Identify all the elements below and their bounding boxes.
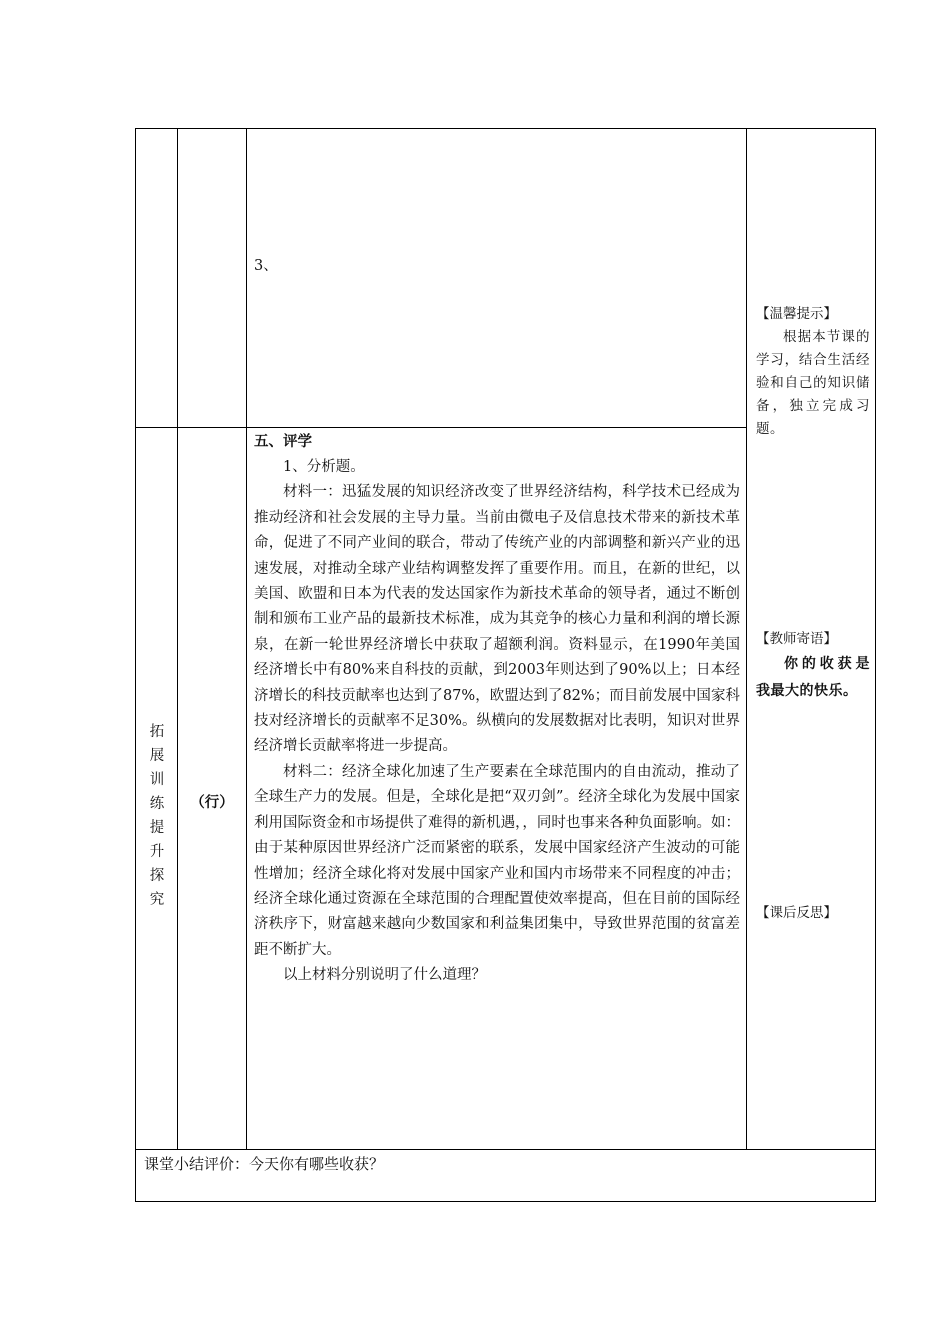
vertical-char: 拓 xyxy=(149,724,165,740)
summary-prompt: 课堂小结评价：今天你有哪些收获？ xyxy=(144,1155,385,1173)
section-title: 五、评学 xyxy=(254,433,312,450)
vertical-char: 究 xyxy=(149,892,165,908)
teacher-title: 【教师寄语】 xyxy=(756,631,837,647)
tip-title: 【温馨提示】 xyxy=(756,306,837,322)
vertical-char: 探 xyxy=(149,868,165,884)
tip-body: 根据本节课的学习，结合生活经验和自己的知识储备，独立完成习题。 xyxy=(756,329,870,437)
reflection-title: 【课后反思】 xyxy=(756,905,837,921)
column-divider-2 xyxy=(246,128,247,1149)
teacher-message-block xyxy=(756,628,870,705)
material-one: 材料一：迅猛发展的知识经济改变了世界经济结构，科学技术已经成为推动经济和社会发展的主导力量。当前由微电子及信息技术带来的新技术革命，促进了不同产业间的联合，带动了传统产业的内部调整和新兴产业的迅速发展，对推动全球产业结构调整发挥了重要作用。而且，在新的世纪，以美国、欧盟和日本为代表的发达国家作为新技术革命的领导者，通过不断创制和颁布工业产品的最新技术标准，成为其竞争的核心力量和利润的增长源泉，在新一轮世界经济增长中获取了超额利润。资料显示，在1990年美国经济增长中有80%来自科技的贡献，到2003年则达到了90%以上；日本经济增长的科技贡献率也达到了87%，欧盟达到了82%；而目前发展中国家科技对经济增长的贡献率不足30%。纵横向的发展数据对比表明，知识对世界经济增长贡献率将进一步提高。 xyxy=(254,484,740,755)
analysis-question: 以上材料分别说明了什么道理？ xyxy=(283,967,486,984)
column-divider-1 xyxy=(177,128,178,1149)
vertical-char: 升 xyxy=(149,844,165,860)
vertical-char: 展 xyxy=(149,748,165,764)
tip-block xyxy=(756,303,870,441)
vertical-char: 练 xyxy=(149,796,165,812)
section-vertical-label xyxy=(137,720,177,912)
row-divider xyxy=(135,427,747,428)
reflection-block xyxy=(756,902,870,925)
table-border-bottom xyxy=(135,1201,876,1202)
vertical-char: 提 xyxy=(149,820,165,836)
teacher-body: 你的收获是我最大的快乐。 xyxy=(756,656,870,699)
table-border-left xyxy=(135,128,136,1202)
main-content xyxy=(254,455,740,989)
item-number: 3、 xyxy=(254,258,278,274)
material-two: 材料二：经济全球化加速了生产要素在全球范围内的自由流动，推动了全球生产力的发展。但是，全球化是把“双刃剑”。经济全球化为发展中国家利用国际资金和市场提供了难得的新机遇，，同时也事来各种负面影响。如：由于某种原因世界经济广泛而紧密的联系，发展中国家经济产生波动的可能性增加；经济全球化将对发展中国家产业和国内市场带来不同程度的冲击；经济全球化通过资源在全球范围的合理配置使效率提高，但在目前的国际经济秩序下，财富越来越向少数国家和利益集团集中，导致世界范围的贫富差距不断扩大。 xyxy=(254,763,740,958)
question-heading: 1、分析题。 xyxy=(283,459,365,475)
footer-divider xyxy=(135,1149,876,1150)
mode-label: （行） xyxy=(190,794,234,811)
table-border-right xyxy=(875,128,876,1202)
column-divider-3 xyxy=(746,128,747,1149)
vertical-char: 训 xyxy=(149,772,165,788)
